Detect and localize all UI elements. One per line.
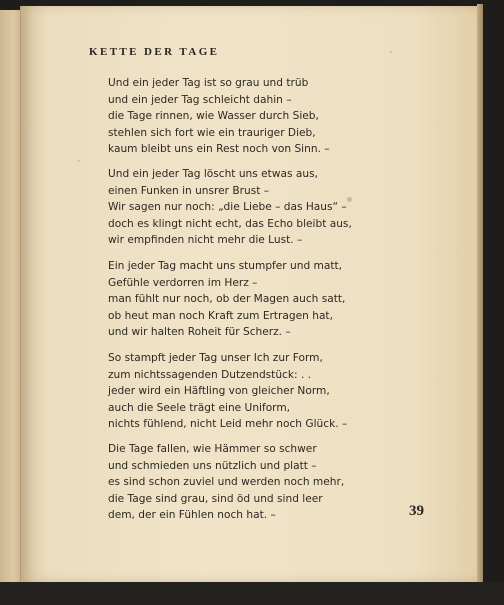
poem-line: und schmieden uns nützlich und platt – xyxy=(108,459,317,472)
poem-line: einen Funken in unsrer Brust – xyxy=(108,184,270,197)
poem-line: stehlen sich fort wie ein trauriger Dieb, xyxy=(108,126,316,139)
poem-line: Wir sagen nur noch: „die Liebe – das Haus“ – xyxy=(108,201,347,214)
page-number: 39 xyxy=(409,503,424,519)
poem-line: zum nichtssagenden Dutzendstück: . . xyxy=(108,368,312,381)
stanza-5 xyxy=(108,441,344,524)
poem-line: die Tage rinnen, wie Wasser durch Sieb, xyxy=(108,110,319,123)
poem-line: man fühlt nur noch, ob der Magen auch satt, xyxy=(108,293,346,306)
poem-line: So stampft jeder Tag unser Ich zur Form, xyxy=(108,352,323,364)
paper-speck xyxy=(390,51,392,53)
poem-line: es sind schon zuviel und werden noch mehr, xyxy=(108,476,345,489)
poem-line: auch die Seele trägt eine Uniform, xyxy=(108,401,291,414)
poem-line: Gefühle verdorren im Herz – xyxy=(108,276,258,289)
stanza-4 xyxy=(108,350,347,433)
poem-line: und ein jeder Tag schleicht dahin – xyxy=(108,93,292,106)
scan-background xyxy=(0,582,504,605)
poem-line: jeder wird ein Häftling von gleicher Norm, xyxy=(108,385,330,398)
stanza-3 xyxy=(108,258,345,341)
page-edge-shadow xyxy=(477,4,483,584)
poem-line: Und ein jeder Tag ist so grau und trüb xyxy=(108,77,309,89)
stanza-1 xyxy=(108,75,330,158)
paper-speck xyxy=(78,160,80,162)
poem-line: und wir halten Roheit für Scherz. – xyxy=(108,326,291,339)
poem-title: KETTE DER TAGE xyxy=(89,46,220,58)
poem-line: kaum bleibt uns ein Rest noch von Sinn. – xyxy=(108,143,330,156)
poem-line: Die Tage fallen, wie Hämmer so schwer xyxy=(108,443,317,455)
poem-line: ob heut man noch Kraft zum Ertragen hat, xyxy=(108,309,333,322)
poem-line: die Tage sind grau, sind öd und sind leer xyxy=(108,492,323,505)
poem-line: Und ein jeder Tag löscht uns etwas aus, xyxy=(108,168,318,180)
poem-line: Ein jeder Tag macht uns stumpfer und matt, xyxy=(108,260,343,272)
poem-line: wir empfinden nicht mehr die Lust. – xyxy=(108,234,303,247)
poem-line: nichts fühlend, nicht Leid mehr noch Glück. – xyxy=(108,418,348,431)
stanza-2 xyxy=(108,166,352,249)
poem-line: dem, der ein Fühlen noch hat. – xyxy=(108,509,276,522)
poem-line: doch es klingt nicht echt, das Echo bleibt aus, xyxy=(108,217,352,230)
